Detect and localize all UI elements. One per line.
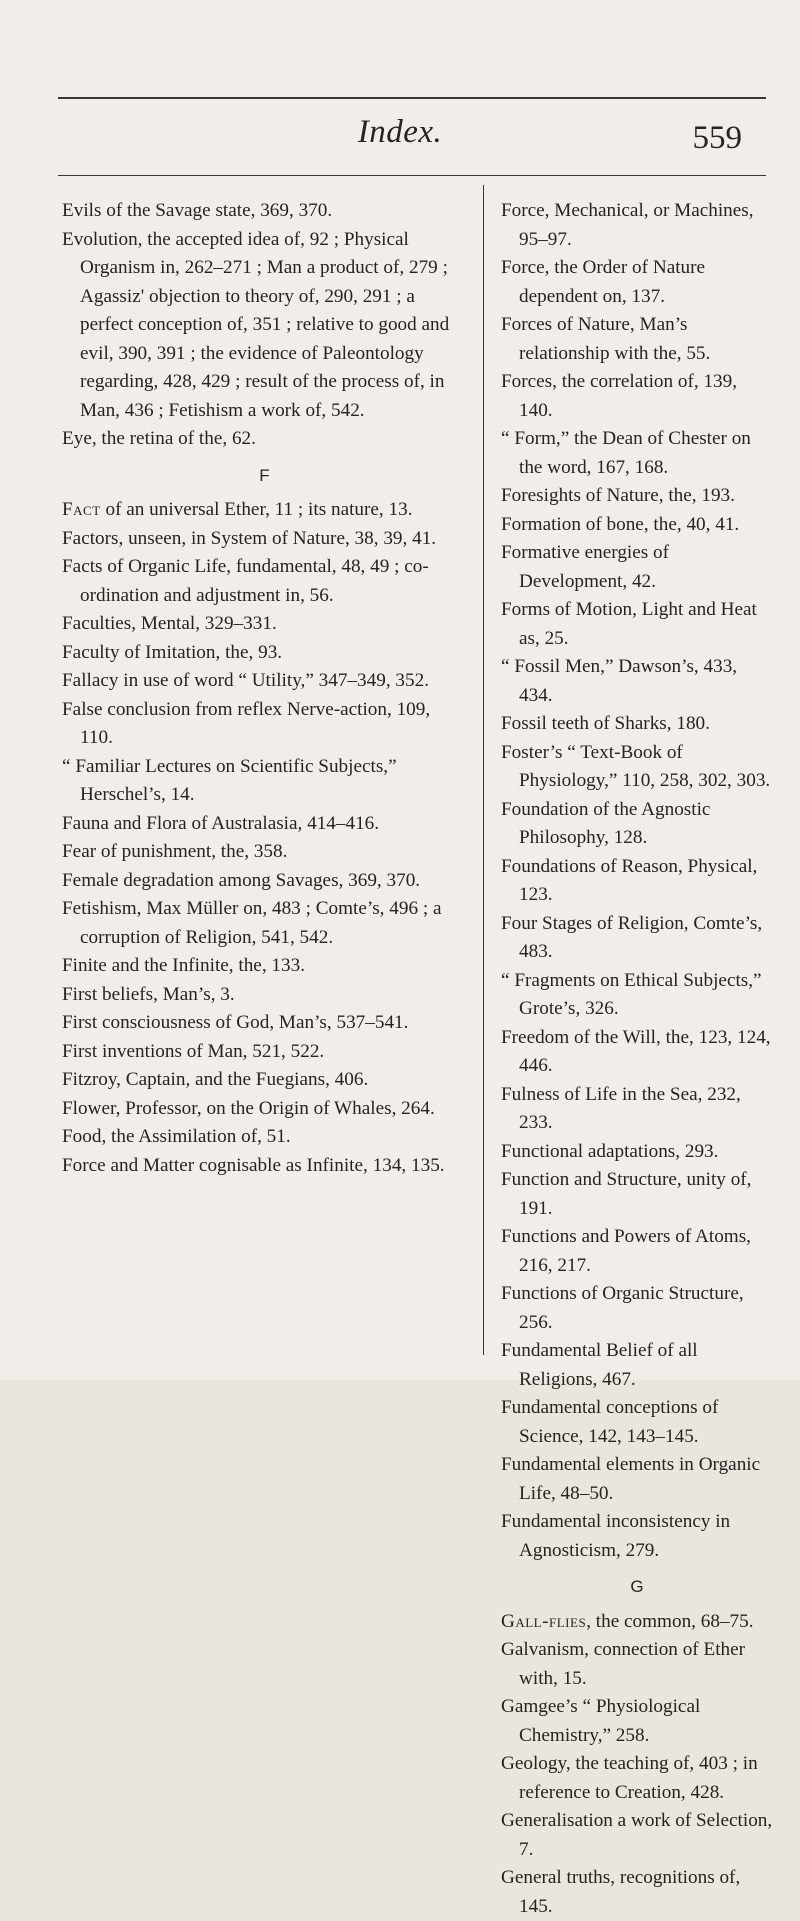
entry-text: of an universal Ether, 11 ; its nature, 13. [100, 499, 413, 520]
index-entry: “ Familiar Lectures on Scientific Subjects,” Herschel’s, 14. [62, 755, 397, 805]
index-entry: Gamgee’s “ Physiological Chemistry,” 258. [501, 1696, 701, 1746]
index-entry: Functions of Organic Structure, 256. [501, 1283, 744, 1333]
index-entry: Foresights of Nature, the, 193. [501, 485, 735, 506]
index-entry: Generalisation a work of Selection, 7. [501, 1810, 773, 1860]
index-entry: Foundation of the Agnostic Philosophy, 128. [501, 798, 711, 848]
index-entry: Foster’s “ Text-Book of Physiology,” 110, 258, 302, 303. [501, 741, 771, 791]
index-entry: Freedom of the Will, the, 123, 124, 446. [501, 1026, 771, 1076]
index-entry: Fundamental inconsistency in Agnosticism, 279. [501, 1511, 731, 1561]
index-entry: Faculty of Imitation, the, 93. [62, 641, 283, 663]
page-number: 559 [692, 120, 742, 156]
index-entry [62, 496, 467, 525]
top-rule [58, 97, 766, 99]
index-entry: Fundamental conceptions of Science, 142, 143–145. [501, 1397, 719, 1447]
index-entry: Fundamental Belief of all Religions, 467. [501, 1340, 698, 1390]
index-entry: Fitzroy, Captain, and the Fuegians, 406. [62, 1069, 369, 1090]
index-entry: “ Fossil Men,” Dawson’s, 433, 434. [501, 656, 738, 706]
index-entry: First inventions of Man, 521, 522. [62, 1040, 325, 1062]
index-column-left [62, 197, 467, 1180]
index-entry: Evolution, the accepted idea of, 92 ; Physical Organism in, 262–271 ; Man a product of, 279 ; Agassiz' objection to theory of, 290, 291 ; a perfect conception of, 351 ; relative to good and evil, 390, 391 ; the evidence of Paleontology regarding, 428, 429 ; result of the process of, in Man, 436 ; Fetishism a work of, 542. [62, 228, 450, 421]
index-entry: Functional adaptations, 293. [501, 1140, 719, 1162]
header-rule [58, 175, 766, 176]
index-entry: Food, the Assimilation of, 51. [62, 1126, 291, 1147]
index-entry: Fear of punishment, the, 358. [62, 841, 288, 862]
index-entry: General truths, recognitions of, 145. [501, 1867, 741, 1917]
index-entry: First beliefs, Man’s, 3. [62, 983, 235, 1005]
index-entry: Force, Mechanical, or Machines, 95–97. [501, 200, 754, 250]
entry-text: , the common, 68–75. [586, 1610, 754, 1632]
section-letter-heading: F [259, 465, 270, 485]
index-entry: Fetishism, Max Müller on, 483 ; Comte’s, 496 ; a corruption of Religion, 541, 542. [62, 898, 442, 948]
index-entry: Factors, unseen, in System of Nature, 38, 39, 41. [62, 527, 437, 549]
index-entry: Formative energies of Development, 42. [501, 542, 670, 592]
entry-lead-word: Gall-flies [501, 1610, 587, 1632]
index-entry: First consciousness of God, Man’s, 537–541. [62, 1012, 409, 1033]
index-entry: Fulness of Life in the Sea, 232, 233. [501, 1083, 741, 1133]
index-entry: Force and Matter cognisable as Infinite, 134, 135. [62, 1154, 445, 1176]
index-entry: Geology, the teaching of, 403 ; in reference to Creation, 428. [501, 1753, 758, 1803]
index-entry: Foundations of Reason, Physical, 123. [501, 855, 758, 905]
index-entry: Fallacy in use of word “ Utility,” 347–349, 352. [62, 670, 429, 691]
index-entry: Evils of the Savage state, 369, 370. [62, 200, 333, 221]
index-entry: Fundamental elements in Organic Life, 48–50. [501, 1454, 761, 1504]
index-entry: “ Form,” the Dean of Chester on the word, 167, 168. [501, 428, 751, 478]
index-entry: Forces of Nature, Man’s relationship with the, 55. [501, 314, 711, 364]
index-entry: Formation of bone, the, 40, 41. [501, 513, 740, 535]
index-entry: Function and Structure, unity of, 191. [501, 1169, 752, 1219]
index-entry: Fauna and Flora of Australasia, 414–416. [62, 812, 380, 834]
index-column-right [501, 197, 773, 1921]
section-letter-heading: G [630, 1577, 644, 1596]
column-divider [483, 185, 484, 1355]
index-entry: Fossil teeth of Sharks, 180. [501, 713, 710, 734]
index-entry: Flower, Professor, on the Origin of Whales, 264. [62, 1097, 435, 1119]
entry-lead-word: Fact [62, 499, 101, 520]
index-entry: “ Fragments on Ethical Subjects,” Grote’s, 326. [501, 969, 762, 1019]
index-entry: Facts of Organic Life, fundamental, 48, 49 ; co-ordination and adjustment in, 56. [62, 556, 429, 606]
index-entry [501, 1608, 773, 1637]
index-entry: Forces, the correlation of, 139, 140. [501, 371, 738, 421]
index-entry: Eye, the retina of the, 62. [62, 428, 256, 449]
index-entry: Functions and Powers of Atoms, 216, 217. [501, 1226, 751, 1276]
index-entry: Four Stages of Religion, Comte’s, 483. [501, 912, 763, 962]
index-entry: Force, the Order of Nature dependent on, 137. [501, 257, 706, 307]
index-entry: Galvanism, connection of Ether with, 15. [501, 1639, 746, 1689]
index-entry: False conclusion from reflex Nerve-action, 109, 110. [62, 698, 431, 748]
index-entry: Faculties, Mental, 329–331. [62, 613, 277, 634]
running-header-title: Index. [357, 114, 443, 150]
index-entry: Female degradation among Savages, 369, 370. [62, 869, 421, 891]
index-entry: Forms of Motion, Light and Heat as, 25. [501, 599, 757, 649]
index-entry: Finite and the Infinite, the, 133. [62, 955, 305, 976]
